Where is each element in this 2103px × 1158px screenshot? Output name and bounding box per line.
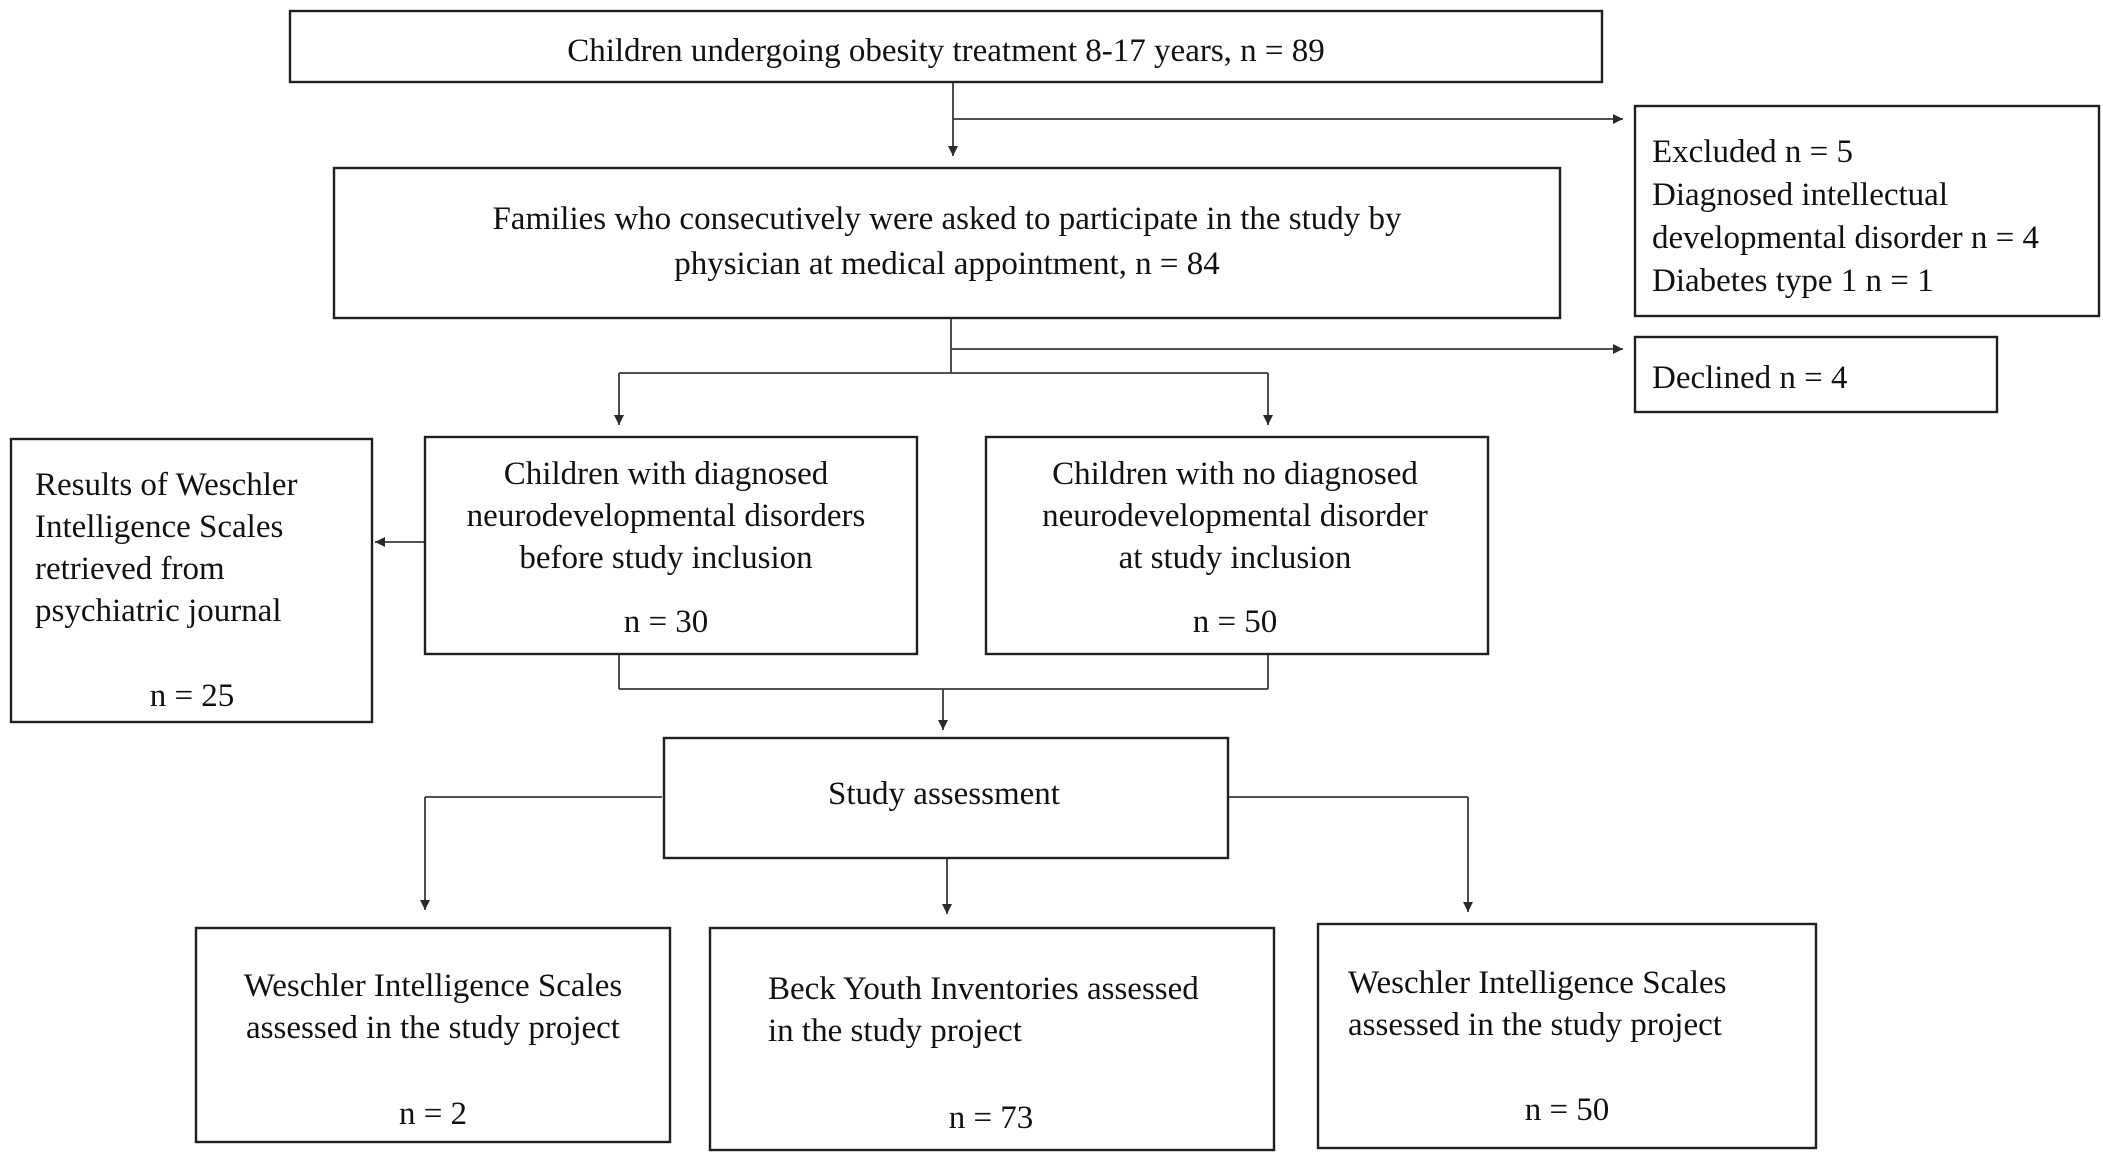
box-obesity-treatment (290, 11, 1602, 82)
box-wisc-right-line2: assessed in the study project (1348, 1007, 1722, 1043)
box-wisc-left (196, 928, 670, 1142)
box-beck-youth (710, 928, 1274, 1150)
box-nodiagnosed-count: n = 50 (1192, 604, 1278, 640)
box-wisc-right-line1: Weschler Intelligence Scales (1348, 965, 1727, 1001)
box-results-count: n = 25 (149, 678, 235, 714)
box-wisc-left-count: n = 2 (398, 1096, 468, 1132)
box-beck-count: n = 73 (948, 1100, 1034, 1136)
box-nodiagnosed-line1: Children with no diagnosed (1052, 456, 1418, 492)
box-beck-line1: Beck Youth Inventories assessed (768, 971, 1199, 1007)
box-declined-text: Declined n = 4 (1652, 360, 1848, 396)
box-wisc-right (1318, 924, 1816, 1148)
box-wisc-left-line2: assessed in the study project (246, 1010, 620, 1046)
box-nodiagnosed-line3: at study inclusion (1118, 540, 1352, 576)
box-diagnosed-line1: Children with diagnosed (503, 456, 829, 492)
box-declined (1635, 337, 1997, 412)
box-wisc-left-line1: Weschler Intelligence Scales (243, 968, 623, 1004)
box-results-weschler-journal (11, 439, 372, 722)
box-results-line1: Results of Weschler (35, 467, 298, 503)
box-study-assessment-text: Study assessment (828, 776, 1060, 812)
box-results-line2: Intelligence Scales (35, 509, 284, 545)
box-results-line4: psychiatric journal (35, 593, 282, 629)
box-study-assessment (664, 738, 1228, 858)
box-families-asked (334, 168, 1560, 318)
box-excluded-line1: Excluded n = 5 (1652, 134, 1853, 170)
box-no-diagnosis-children (986, 437, 1488, 654)
box-diagnosed-line3: before study inclusion (519, 540, 813, 576)
box-families-line1: Families who consecutively were asked to participate in the study by (492, 201, 1402, 237)
box-excluded-line4: Diabetes type 1 n = 1 (1652, 263, 1934, 299)
box-families-line2: physician at medical appointment, n = 84 (674, 246, 1220, 282)
box-beck-line2: in the study project (768, 1013, 1022, 1049)
box-nodiagnosed-line2: neurodevelopmental disorder (1042, 498, 1428, 534)
box-wisc-right-count: n = 50 (1524, 1092, 1610, 1128)
box-obesity-treatment-text: Children undergoing obesity treatment 8-17 years, n = 89 (567, 33, 1325, 69)
box-diagnosed-line2: neurodevelopmental disorders (466, 498, 866, 534)
box-diagnosed-count: n = 30 (623, 604, 709, 640)
box-excluded-line2: Diagnosed intellectual (1652, 177, 1948, 213)
box-diagnosed-children (425, 437, 917, 654)
box-results-line3: retrieved from (35, 551, 225, 587)
box-excluded-line3: developmental disorder n = 4 (1652, 220, 2040, 256)
box-excluded (1635, 106, 2099, 316)
